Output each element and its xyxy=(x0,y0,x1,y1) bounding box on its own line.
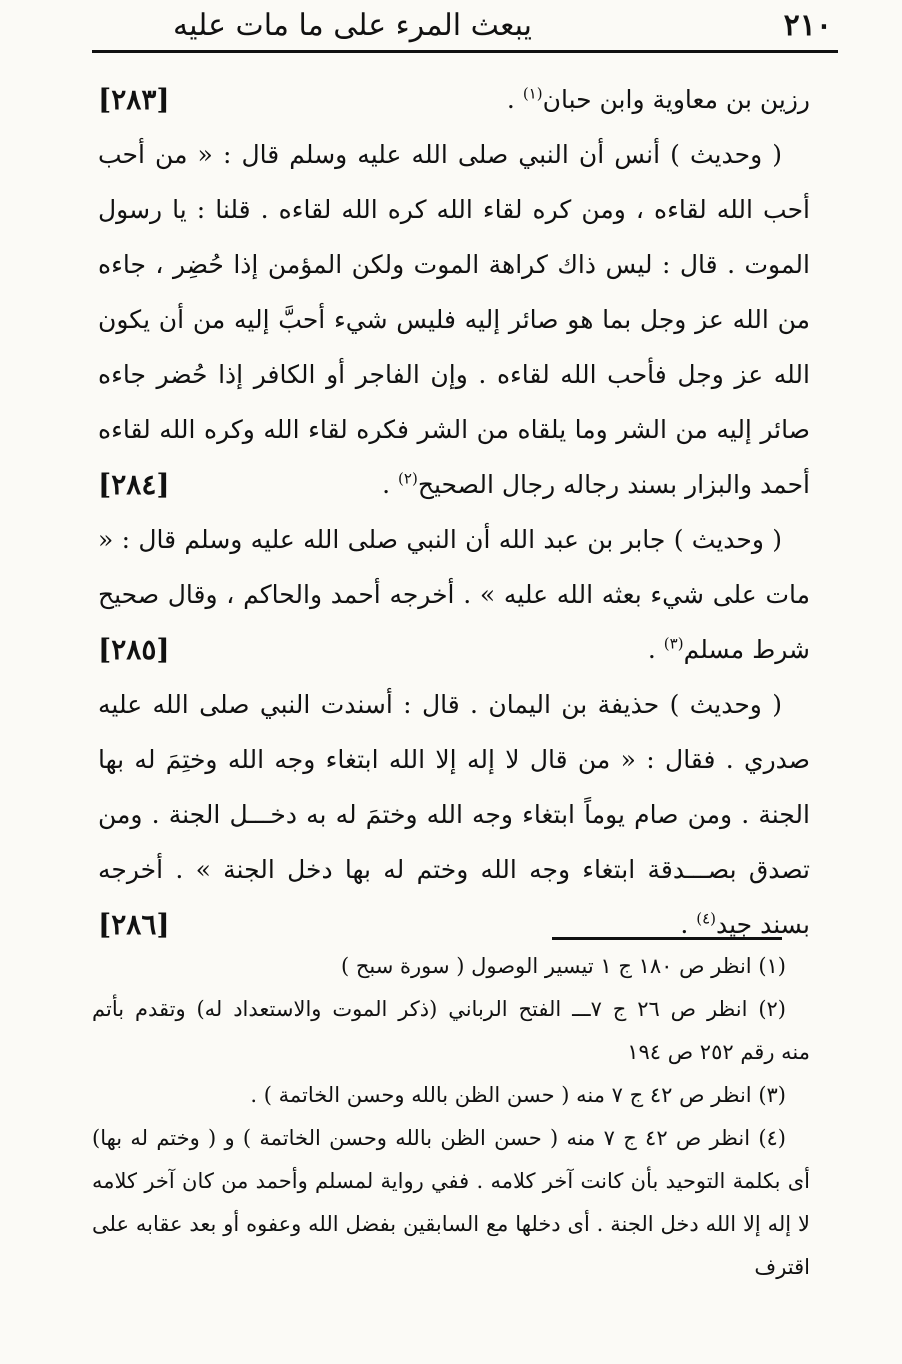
footnote-ref: (٢) xyxy=(398,469,418,488)
footnotes xyxy=(92,945,810,1289)
footnote-line: (٣) انظر ص ٤٢ ج ٧ منه ( حسن الظن بالله وحسن الخاتمة ) . xyxy=(250,1083,786,1107)
hadith-number: [٢٨٣] xyxy=(98,83,170,116)
text-line: ( وحديث ) أنس أن النبي صلى الله عليه وسلم قال : « من أحب xyxy=(98,140,782,169)
body-text xyxy=(98,72,810,952)
footnote-line: منه رقم ٢٥٢ ص ١٩٤ xyxy=(627,1040,810,1064)
footnote-line: اقترف xyxy=(754,1255,810,1279)
footnote-line: (٢) انظر ص ٢٦ ج ٧ـــ الفتح الرباني (ذكر الموت والاستعداد له) وتقدم بأتم xyxy=(92,997,786,1021)
footnote-rule xyxy=(552,937,782,940)
text-line: شرط مسلم$^{(٣)}$ . [٢٨٥] xyxy=(98,622,810,677)
page-number: ٢١٠ xyxy=(783,8,832,43)
header-rule xyxy=(92,50,838,53)
text-line: الجنة . ومن صام يوماً ابتغاء وجه الله وختمَ له به دخـــل الجنة . ومن xyxy=(98,800,810,829)
text-line: رزين بن معاوية وابن حبان$^{(١)}$ . [٢٨٣] xyxy=(98,72,810,127)
footnote-line: أى بكلمة التوحيد بأن كانت آخر كلامه . ففي رواية لمسلم وأحمد من كان آخر كلامه xyxy=(92,1169,810,1193)
text-line: أحمد والبزار بسند رجاله رجال الصحيح$^{(٢)}$ . [٢٨٤] xyxy=(98,457,810,512)
footnote-ref: (١) xyxy=(522,84,543,103)
text-line: بسند جيد$^{(٤)}$ . [٢٨٦] xyxy=(98,897,810,952)
running-title: يبعث المرء على ما مات عليه xyxy=(173,8,532,43)
page-header xyxy=(80,8,832,43)
text-line: من الله عز وجل بما هو صائر إليه فليس شيء أحبَّ إليه من أن يكون xyxy=(98,305,810,334)
footnote-line: (١) انظر ص ١٨٠ ج ١ تيسير الوصول ( سورة سبح ) xyxy=(341,954,786,978)
text-line: ( وحديث ) حذيفة بن اليمان . قال : أسندت النبي صلى الله عليه xyxy=(98,690,782,719)
footnote-ref: (٤) xyxy=(696,909,716,928)
footnote-ref: (٣) xyxy=(663,634,684,653)
text-line: مات على شيء بعثه الله عليه » . أخرجه أحمد والحاكم ، وقال صحيح xyxy=(98,580,810,609)
hadith-number: [٢٨٤] xyxy=(98,468,170,501)
text-line: صدري . فقال : « من قال لا إله إلا الله ابتغاء وجه الله وختِمَ له بها xyxy=(98,745,810,774)
footnote-line: لا إله إلا الله دخل الجنة . أى دخلها مع السابقين بفضل الله وعفوه أو بعد عقابه على xyxy=(92,1212,810,1236)
text-line: تصدق بصـــدقة ابتغاء وجه الله وختم له بها دخل الجنة » . أخرجه xyxy=(98,855,810,884)
text-line: ( وحديث ) جابر بن عبد الله أن النبي صلى الله عليه وسلم قال : « xyxy=(98,525,782,554)
text-line: الله عز وجل فأحب الله لقاءه . وإن الفاجر أو الكافر إذا حُضر جاءه xyxy=(98,360,810,389)
text-line: أحب الله لقاءه ، ومن كره لقاء الله كره الله لقاءه . قلنا : يا رسول xyxy=(98,195,810,224)
text-line: الموت . قال : ليس ذاك كراهة الموت ولكن المؤمن إذا حُضِر ، جاءه xyxy=(98,250,810,279)
text-line: صائر إليه من الشر وما يلقاه من الشر فكره لقاء الله وكره الله لقاءه xyxy=(98,415,810,444)
hadith-number: [٢٨٦] xyxy=(98,908,170,941)
footnote-line: (٤) انظر ص ٤٢ ج ٧ منه ( حسن الظن بالله وحسن الخاتمة ) و ( وختم له بها) xyxy=(92,1126,786,1150)
hadith-number: [٢٨٥] xyxy=(98,633,170,666)
